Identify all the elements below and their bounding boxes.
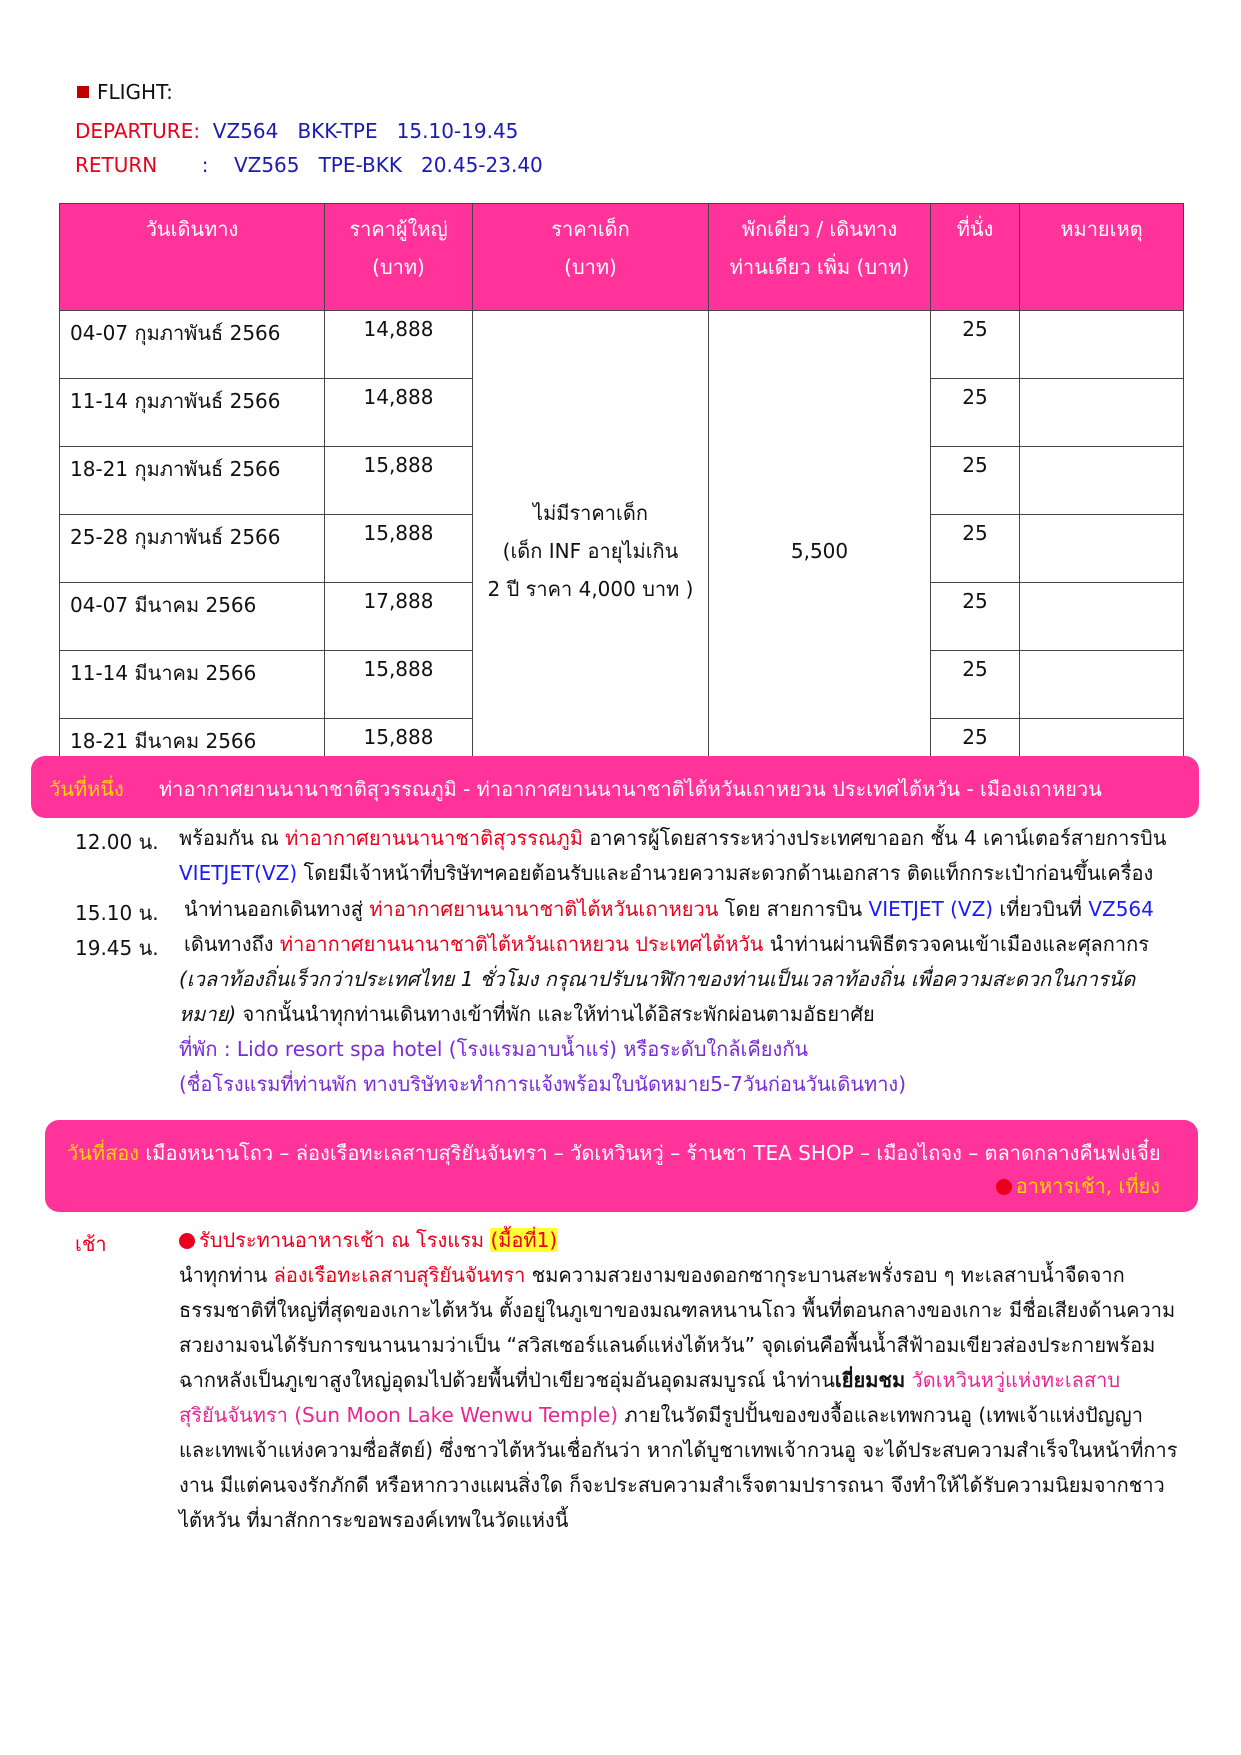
header-child: ราคาเด็ก (บาท) [473, 204, 709, 311]
row-seats: 25 [931, 515, 1020, 583]
day1-label: วันที่หนึ่ง [49, 777, 124, 801]
departure-flight: VZ564 [212, 119, 279, 143]
time-morning: เช้า [75, 1232, 107, 1256]
row-adult-price: 14,888 [325, 379, 473, 447]
day1-hotel-note: (ชื่อโรงแรมที่ท่านพัก ทางบริษัทจะทำการแจ้งพร้อมใบนัดหมาย5-7วันก่อนวันเดินทาง) [179, 1072, 906, 1096]
return-row [75, 153, 543, 177]
return-time: 20.45-23.40 [421, 153, 543, 177]
day1-title: ท่าอากาศยานนานาชาติสุวรรณภูมิ - ท่าอากาศยานนานาชาติไต้หวันเถาหยวน ประเทศไต้หวัน - เมืองเถาหยวน [159, 777, 1102, 801]
departure-route: BKK-TPE [297, 119, 378, 143]
table-row [60, 311, 1184, 379]
header-adult: ราคาผู้ใหญ่ (บาท) [325, 204, 473, 311]
header-single: พักเดี่ยว / เดินทาง ท่านเดียว เพิ่ม (บาท) [709, 204, 931, 311]
day2-label: วันที่สอง [67, 1141, 140, 1165]
departure-time: 15.10-19.45 [396, 119, 519, 143]
row-adult-price: 14,888 [325, 311, 473, 379]
row-date: 11-14 กุมภาพันธ์ 2566 [60, 379, 325, 447]
flight-heading [77, 80, 173, 104]
row-date: 18-21 มีนาคม 2566 [60, 719, 325, 787]
row-remark [1020, 311, 1184, 379]
child-price-cell: ไม่มีราคาเด็ก (เด็ก INF อายุไม่เกิน 2 ปี ราคา 4,000 บาท ) [473, 311, 709, 787]
day2-title: เมืองหนานโถว – ล่องเรือทะเลสาบสุริยันจันทรา – วัดเหวินหวู่ – ร้านชา TEA SHOP – เมืองไถจง – ตลาดกลางคืนฟงเจี๋ย [139, 1141, 1161, 1165]
row-remark [1020, 515, 1184, 583]
day1-line-3: นำท่านออกเดินทางสู่ ท่าอากาศยานนานาชาติไต้หวันเถาหยวน โดย สายการบิน VIETJET (VZ) เที่ยวบินที่ VZ564 [184, 897, 1154, 921]
day2-para-2: ธรรมชาติที่ใหญ่ที่สุดของเกาะไต้หวัน ตั้งอยู่ในภูเขาของมณฑลหนานโถว พื้นที่ตอนกลางของเกาะ มีชื่อเสียงด้านความ [179, 1298, 1176, 1322]
return-flight: VZ565 [233, 153, 300, 177]
header-seats: ที่นั่ง [931, 204, 1020, 311]
row-adult-price: 17,888 [325, 583, 473, 651]
departure-row [75, 119, 518, 143]
meal-icon [179, 1233, 195, 1249]
row-remark [1020, 379, 1184, 447]
flight-heading-text: FLIGHT: [97, 80, 173, 104]
time-1200: 12.00 น. [75, 830, 159, 854]
time-1510: 15.10 น. [75, 901, 159, 925]
day2-meals: อาหารเช้า, เที่ยง [996, 1170, 1160, 1202]
day1-line-5: (เวลาท้องถิ่นเร็วกว่าประเทศไทย 1 ชั่วโมง กรุณาปรับนาฬิกาของท่านเป็นเวลาท้องถิ่น เพื่อความสะดวกในการนัด [179, 967, 1136, 991]
table-header-row [60, 204, 1184, 311]
return-colon: : [201, 153, 209, 177]
day2-para-8: ไต้หวัน ที่มาสักการะขอพรองค์เทพในวัดแห่งนี้ [179, 1508, 569, 1532]
row-adult-price: 15,888 [325, 447, 473, 515]
day2-para-6: และเทพเจ้าแห่งความซื่อสัตย์) ซึ่งชาวไต้หวันเชื่อกันว่า หากได้บูชาเทพเจ้ากวนอู จะได้ประสบความสำเร็จในหน้าที่การ [179, 1438, 1178, 1462]
row-adult-price: 15,888 [325, 719, 473, 787]
day2-para-7: งาน มีแต่คนจงรักภักดี หรือหากวางแผนสิ่งใด ก็จะประสบความสำเร็จตามปรารถนา จึงทำให้ได้รับความนิยมจากชาว [179, 1473, 1165, 1497]
day1-line-4: เดินทางถึง ท่าอากาศยานนานาชาติไต้หวันเถาหยวน ประเทศไต้หวัน นำท่านผ่านพิธีตรวจคนเข้าเมืองและศุลกากร [184, 932, 1149, 956]
row-remark [1020, 447, 1184, 515]
meal-number: (มื้อที่1) [490, 1228, 558, 1252]
day2-para-1: นำทุกท่าน ล่องเรือทะเลสาบสุริยันจันทรา ชมความสวยงามของดอกซากุระบานสะพรั่งรอบ ๆ ทะเลสาบน้ำจืดจาก [179, 1263, 1125, 1287]
row-seats: 25 [931, 447, 1020, 515]
square-bullet-icon [77, 86, 89, 98]
day2-breakfast: รับประทานอาหารเช้า ณ โรงแรม (มื้อที่1) [179, 1223, 557, 1258]
row-seats: 25 [931, 583, 1020, 651]
day1-banner [31, 756, 1199, 818]
price-table [59, 203, 1184, 787]
single-supplement-cell: 5,500 [709, 311, 931, 787]
row-date: 18-21 กุมภาพันธ์ 2566 [60, 447, 325, 515]
row-seats: 25 [931, 651, 1020, 719]
day2-heading [67, 1137, 1161, 1169]
departure-label: DEPARTURE: [75, 119, 201, 143]
row-date: 11-14 มีนาคม 2566 [60, 651, 325, 719]
row-seats: 25 [931, 719, 1020, 787]
time-1945: 19.45 น. [75, 936, 159, 960]
row-adult-price: 15,888 [325, 515, 473, 583]
day1-line-1: พร้อมกัน ณ ท่าอากาศยานนานาชาติสุวรรณภูมิ อาคารผู้โดยสารระหว่างประเทศขาออก ชั้น 4 เคาน์เตอร์สายการบิน [179, 826, 1167, 850]
day2-banner [45, 1120, 1198, 1212]
row-date: 25-28 กุมภาพันธ์ 2566 [60, 515, 325, 583]
day2-para-4: ฉากหลังเป็นภูเขาสูงใหญ่อุดมไปด้วยพื้นที่ป่าเขียวชอุ่มอันอุดมสมบูรณ์ นำท่านเยี่ยมชม วัดเหวินหวู่แห่งทะเลสาบ [179, 1368, 1121, 1392]
meal-icon [996, 1179, 1012, 1195]
header-remark: หมายเหตุ [1020, 204, 1184, 311]
day1-line-2: VIETJET(VZ) โดยมีเจ้าหน้าที่บริษัทฯคอยต้อนรับและอำนวยความสะดวกด้านเอกสาร ติดแท็กกระเป๋าก่อนขึ้นเครื่อง [179, 861, 1154, 885]
return-label: RETURN [75, 153, 158, 177]
return-route: TPE-BKK [318, 153, 402, 177]
day2-para-3: สวยงามจนได้รับการขนานนามว่าเป็น “สวิสเซอร์แลนด์แห่งไต้หวัน” จุดเด่นคือพื้นน้ำสีฟ้าอมเขียวส่องประกายพร้อม [179, 1333, 1156, 1357]
day1-hotel: ที่พัก : Lido resort spa hotel (โรงแรมอาบน้ำแร่) หรือระดับใกล้เคียงกัน [179, 1037, 809, 1061]
row-remark [1020, 651, 1184, 719]
day2-para-5: สุริยันจันทรา (Sun Moon Lake Wenwu Temple) ภายในวัดมีรูปปั้นของขงจื้อและเทพกวนอู (เทพเจ้าแห่งปัญญา [179, 1403, 1143, 1427]
row-date: 04-07 มีนาคม 2566 [60, 583, 325, 651]
row-date: 04-07 กุมภาพันธ์ 2566 [60, 311, 325, 379]
row-adult-price: 15,888 [325, 651, 473, 719]
row-seats: 25 [931, 379, 1020, 447]
row-seats: 25 [931, 311, 1020, 379]
row-remark [1020, 583, 1184, 651]
header-date: วันเดินทาง [60, 204, 325, 311]
day1-line-6: หมาย) จากนั้นนำทุกท่านเดินทางเข้าที่พัก และให้ท่านได้อิสระพักผ่อนตามอัธยาศัย [179, 1002, 875, 1026]
